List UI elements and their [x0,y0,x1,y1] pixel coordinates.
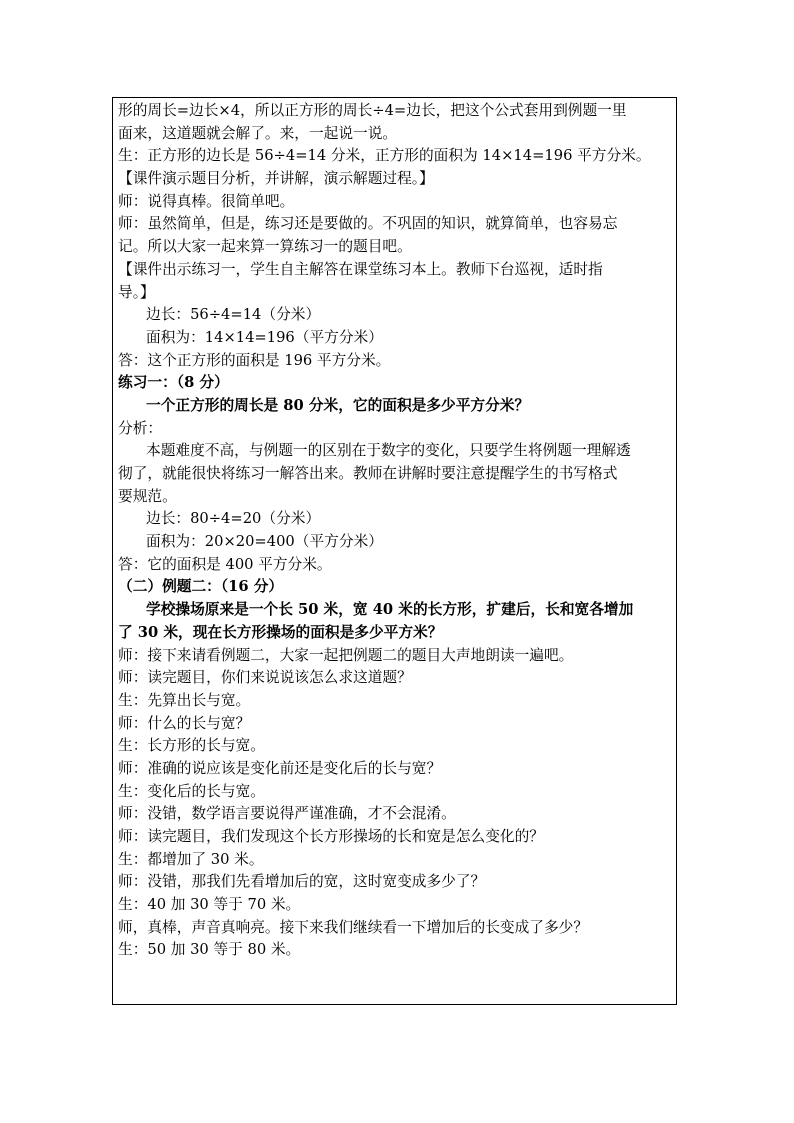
text-line: 了 30 米，现在长方形操场的面积是多少平方米？ [118,623,443,641]
text-line: 生：50 加 30 等于 80 米。 [118,941,301,959]
text-line: 师：没错，那我们先看增加后的宽，这时宽变成多少了？ [118,873,486,891]
text-line: 练习一：（8 分） [118,374,229,392]
text-line: 生：40 加 30 等于 70 米。 [118,896,301,914]
text-line: 面积为：14×14=196（平方分米） [146,328,383,346]
text-line: 本题难度不高，与例题一的区别在于数字的变化，只要学生将例题一理解透 [146,442,631,460]
text-line: 导。】 [118,283,155,301]
text-line: 形的周长=边长×4，所以正方形的周长÷4=边长，把这个公式套用到例题一里 [118,102,627,119]
text-line: 师：没错，数学语言要说得严谨准确，才不会混淆。 [118,805,456,823]
text-line: 师：说得真棒。很简单吧。 [118,192,295,210]
text-line: 一个正方形的周长是 80 分米，它的面积是多少平方分米？ [146,396,530,414]
text-line: 师，真棒，声音真响亮。接下来我们继续看一下增加后的长变成了多少？ [118,918,589,936]
text-line: 【课件出示练习一，学生自主解答在课堂练习本上。教师下台巡视，适时指 [118,260,603,278]
text-line: 面来，这道题就会解了。来，一起说一说。 [118,124,398,142]
text-line: 【课件演示题目分析，并讲解，演示解题过程。】 [118,170,434,188]
text-line: 师：读完题目，你们来说说该怎么求这道题？ [118,669,412,687]
lesson-text [118,100,674,962]
text-line: 边长：56÷4=14（分米） [146,306,321,324]
text-line: 彻了，就能很快将练习一解答出来。教师在讲解时要注意提醒学生的书写格式 [118,465,618,482]
text-line: 分析： [118,419,163,437]
text-line: 生：长方形的长与宽。 [118,737,265,755]
text-line: 记。所以大家一起来算一算练习一的题目吧。 [118,238,412,256]
text-line: 边长：80÷4=20（分米） [146,510,321,528]
text-line: 生：先算出长与宽。 [118,691,251,709]
text-line: 生：正方形的边长是 56÷4=14 分米，正方形的面积为 14×14=196 平方分米。 [118,147,651,165]
text-line: 师：什么的长与宽？ [118,714,251,732]
text-line: 师：准确的说应该是变化前还是变化后的长与宽？ [118,759,442,777]
text-line: 学校操场原来是一个长 50 米，宽 40 米的长方形，扩建后，长和宽各增加 [146,601,634,619]
text-line: 答：这个正方形的面积是 196 平方分米。 [118,351,391,369]
text-line: 生：变化后的长与宽。 [118,782,265,800]
text-line: 生：都增加了 30 米。 [118,850,264,868]
text-line: 师：接下来请看例题二，大家一起把例题二的题目大声地朗读一遍吧。 [118,646,574,664]
text-line: 要规范。 [118,487,177,505]
text-line: 师：虽然简单，但是，练习还是要做的。不巩固的知识，就算简单，也容易忘 [118,215,618,233]
text-line: 面积为：20×20=400（平方分米） [146,533,383,551]
text-line: 师：读完题目，我们发现这个长方形操场的长和宽是怎么变化的？ [118,828,544,845]
text-line: 答：它的面积是 400 平方分米。 [118,555,332,573]
text-line: （二）例题二：（16 分） [118,578,284,596]
